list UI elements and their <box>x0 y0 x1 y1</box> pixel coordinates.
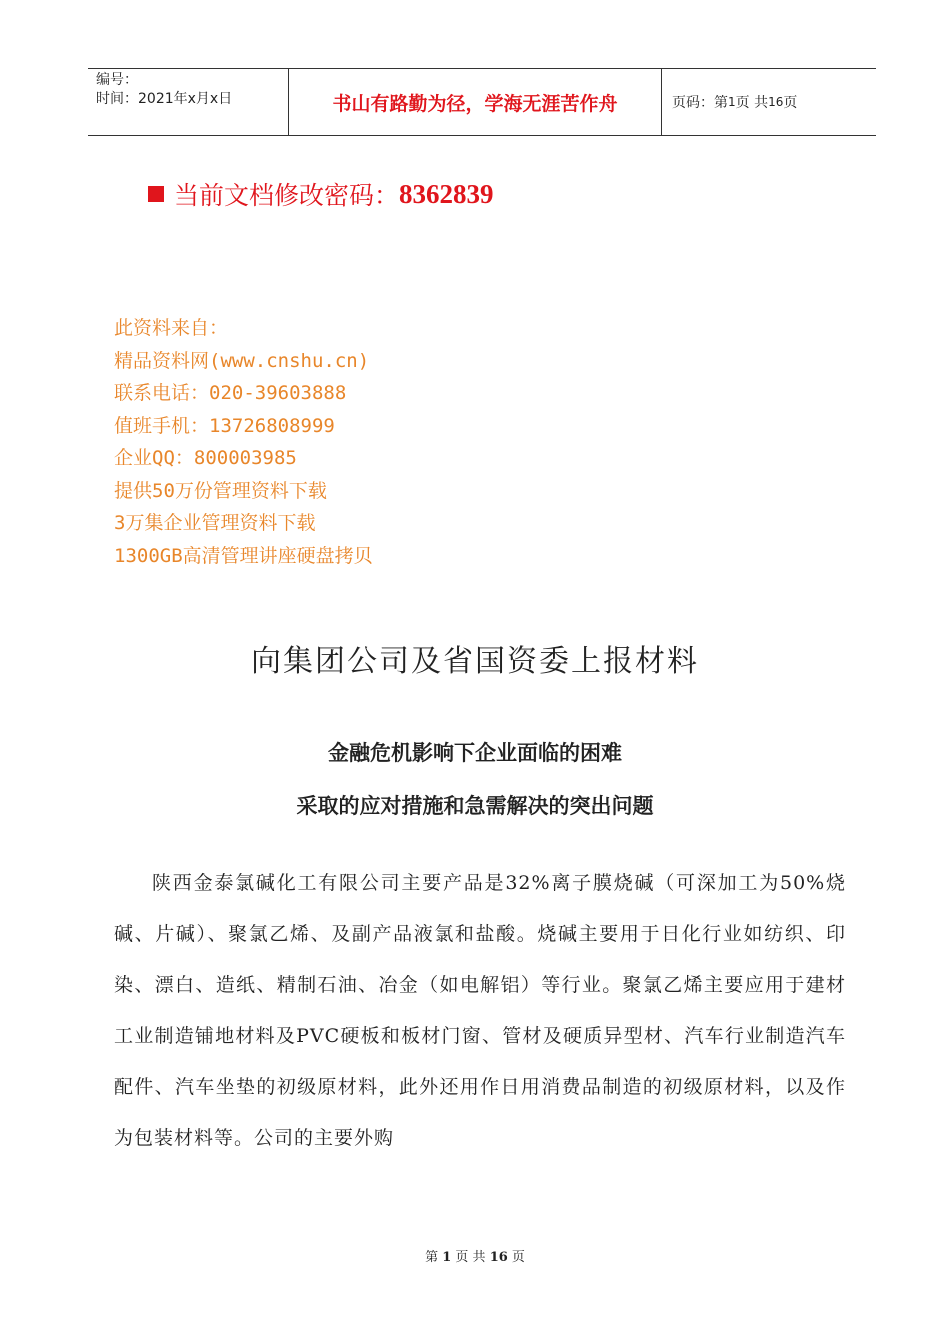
promo-line: 联系电话：020-39603888 <box>114 382 347 404</box>
page-current: 1 <box>728 95 736 109</box>
footer-mid: 页 共 <box>455 1250 486 1265</box>
page-footer <box>0 1246 950 1265</box>
page-prefix: 页码：第 <box>672 95 728 111</box>
document-title: 向集团公司及省国资委上报材料 <box>251 644 699 679</box>
body-paragraph: 陕西金泰氯碱化工有限公司主要产品是32%离子膜烧碱（可深加工为50%烧碱、片碱）、聚氯乙烯、及副产品液氯和盐酸。烧碱主要用于日化行业如纺织、印染、漂白、造纸、精制石油、冶金（如电解铝）等行业。聚氯乙烯主要应用于建材工业制造铺地材料及PVC硬板和板材门窗、管材及硬质异型材、汽车行业制造汽车配件、汽车坐垫的初级原材料，此外还用作日用消费品制造的初级原材料，以及作为包装材料等。公司的主要外购 <box>114 872 846 1149</box>
header-meta <box>88 69 288 135</box>
footer-total-pages: 16 <box>489 1250 508 1265</box>
page-mid: 页 共 <box>735 95 769 111</box>
square-bullet-icon <box>148 186 164 202</box>
promo-line: 提供50万份管理资料下载 <box>114 479 327 502</box>
promo-line: 此资料来自： <box>114 317 229 339</box>
document-number-label: 编号： <box>96 72 138 88</box>
promo-line: 企业QQ：800003985 <box>114 447 297 469</box>
promo-line: 3万集企业管理资料下载 <box>114 512 316 534</box>
promo-line: 值班手机：13726808999 <box>114 414 335 437</box>
footer-suffix: 页 <box>511 1250 525 1265</box>
header-page-info <box>662 69 876 135</box>
subtitle-measures: 采取的应对措施和急需解决的突出问题 <box>296 793 654 818</box>
password-code: 8362839 <box>399 178 494 209</box>
subtitle-difficulties: 金融危机影响下企业面临的困难 <box>328 740 622 765</box>
header-motto: 书山有路勤为径，学海无涯苦作舟 <box>288 69 662 135</box>
page-suffix: 页 <box>783 95 798 111</box>
page-total: 16 <box>768 95 784 109</box>
password-label: 当前文档修改密码： <box>174 181 400 210</box>
promo-line: 1300GB高清管理讲座硬盘拷贝 <box>114 544 373 567</box>
document-date: 时间：2021年x月x日 <box>96 91 233 107</box>
footer-current-page: 1 <box>442 1250 452 1265</box>
document-header <box>88 68 876 136</box>
footer-prefix: 第 <box>425 1250 439 1265</box>
promo-block <box>114 312 373 572</box>
promo-line: 精品资料网(www.cnshu.cn) <box>114 349 370 372</box>
password-line <box>148 176 494 212</box>
